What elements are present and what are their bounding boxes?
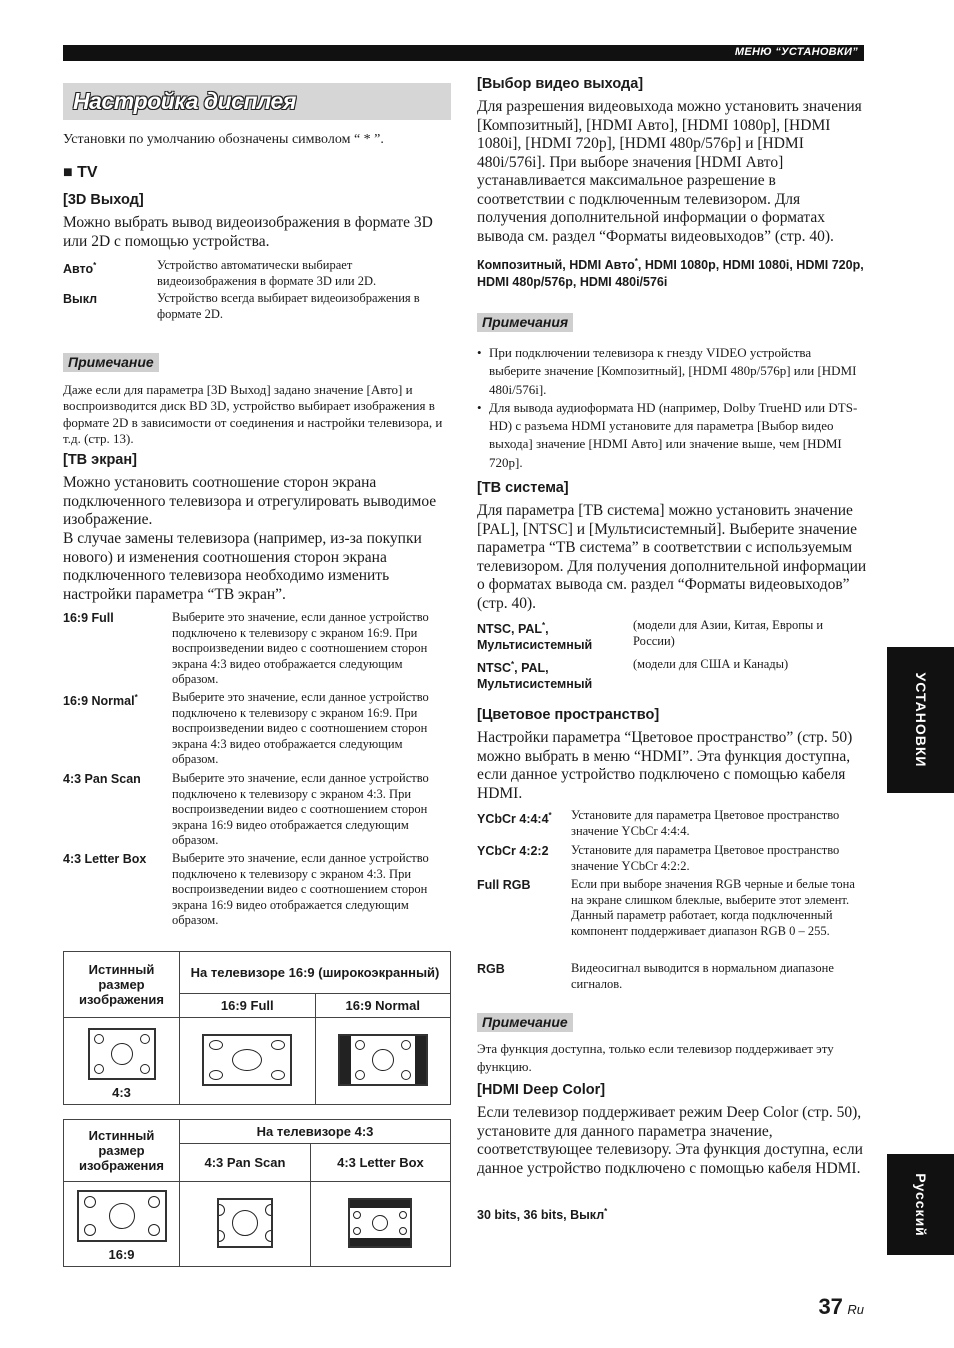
- note-label-box: [477, 1014, 573, 1032]
- table-subheader: 16:9 Full: [180, 994, 316, 1018]
- tv-heading: [63, 164, 98, 182]
- note-label: Примечание: [477, 1013, 573, 1032]
- heading-tv-system: [ТВ система]: [477, 480, 569, 496]
- tv-169-table: [63, 951, 451, 1105]
- option-desc: Устройство автоматически выбирает видеоизображения в формате 3D или 2D.: [157, 258, 377, 288]
- list-item: • При подключении телевизора к гнезду VIDEO устройства выберите значение [Композитный], [HDMI 480p/576p] или [HDMI 480i/576i].: [477, 344, 865, 399]
- text-tv-screen-1: Можно установить соотношение сторон экрана подключенного телевизора и отрегулировать выводимое изображение.: [63, 474, 437, 528]
- source-label: 4:3: [112, 1085, 131, 1100]
- list-item: • Для вывода аудиоформата HD (например, Dolby TrueHD или DTS-HD) с разъема HDMI установите для параметра [Выбор видео выхода] значение [HDMI Авто] или значение выше, чем [HDMI 720p].: [477, 399, 865, 472]
- table-subheader: 4:3 Letter Box: [310, 1144, 450, 1182]
- option-term: YCbCr 4:4:4*: [477, 811, 552, 827]
- source-cell: [64, 1182, 180, 1267]
- tv-heading-label: TV: [77, 164, 98, 181]
- tv-43-letterbox-image: [348, 1198, 412, 1248]
- table-subheader: 16:9 Normal: [315, 994, 451, 1018]
- option-desc: Устройство всегда выбирает видеоизображения в формате 2D.: [157, 291, 420, 321]
- note-label-box: [477, 314, 573, 332]
- heading-3d-output: [3D Выход]: [63, 192, 144, 208]
- intro-text: Установки по умолчанию обозначены символом “ * ”.: [63, 132, 384, 147]
- page-number-value: 37: [818, 1294, 843, 1319]
- tv-43-panscan-image: [217, 1198, 273, 1248]
- option-desc: Видеосигнал выводится в нормальном диапазоне сигналов.: [571, 961, 834, 991]
- option-desc: Выберите это значение, если данное устройство подключено к телевизору с экраном 16:9. При воспроизведении видео с соотношением сторон экрана 4:3 видео отображается следующим образом.: [172, 690, 429, 766]
- tv-169-normal-image: [338, 1034, 428, 1086]
- note-label: Примечания: [477, 313, 573, 332]
- option-term: 4:3 Pan Scan: [63, 772, 141, 786]
- section-header-text: МЕНЮ “УСТАНОВКИ”: [734, 46, 858, 58]
- result-cell: [180, 1018, 316, 1105]
- option-term: NTSC*, PAL, Мультисистемный: [477, 660, 593, 692]
- table-header-group: На телевизоре 16:9 (широкоэкранный): [180, 952, 451, 994]
- tv-43-source-image: [88, 1028, 156, 1080]
- heading-color-space: [Цветовое пространство]: [477, 707, 660, 723]
- side-tab-language-label: Русский: [912, 1172, 929, 1237]
- option-term: 16:9 Normal*: [63, 693, 138, 709]
- text-tv-screen-2: В случае замены телевизора (например, из-за покупки нового) и изменения соотношения сторон экрана подключенного телевизора необходимо изменить настройки параметра “ТВ экран”.: [63, 530, 422, 603]
- option-desc: Установите для параметра Цветовое пространство значение YCbCr 4:2:2.: [571, 843, 840, 873]
- video-output-notes: [477, 344, 865, 472]
- text-3d-output: Можно выбрать вывод видеоизображения в формате 3D или 2D с помощью устройства.: [63, 214, 433, 250]
- option-desc: Выберите это значение, если данное устройство подключено к телевизору с экраном 4:3. При воспроизведении видео с соотношением сторон экрана 16:9 видео отображается следующим образом.: [172, 851, 429, 927]
- option-term: Выкл: [63, 292, 98, 306]
- table-header-source: Истинный размер изображения: [64, 952, 180, 1018]
- note-label-box: [63, 354, 159, 372]
- section-header-bar: [63, 45, 864, 61]
- source-cell: [64, 1018, 180, 1105]
- table-subheader: 4:3 Pan Scan: [180, 1144, 311, 1182]
- page-title-box: [63, 83, 451, 120]
- option-term: NTSC, PAL*, Мультисистемный: [477, 621, 593, 653]
- tv-43-table: [63, 1119, 451, 1267]
- option-term: RGB: [477, 962, 505, 976]
- square-bullet-icon: ■: [63, 164, 73, 181]
- table-header-group: На телевизоре 4:3: [180, 1120, 451, 1144]
- option-term: Авто*: [63, 261, 97, 277]
- page-number: [818, 1294, 864, 1320]
- option-term: 4:3 Letter Box: [63, 852, 147, 866]
- table-header-source: Истинный размер изображения: [64, 1120, 180, 1182]
- option-desc: (модели для Азии, Китая, Европы и России): [633, 618, 824, 648]
- tv-169-source-image: [77, 1190, 167, 1242]
- text-tv-system: Для параметра [ТВ система] можно установить значение [PAL], [NTSC] и [Мультисистемный]. Выберите значение параметра “ТВ система” в соответствии с используемым телевизором. Для получения дополнительной информации о форматах вывода см. раздел “Форматы видеовыходов” (стр. 40).: [477, 502, 867, 612]
- note-label: Примечание: [63, 353, 159, 372]
- result-cell: [310, 1182, 450, 1267]
- note-3d: Даже если для параметра [3D Выход] задано значение [Авто] и воспроизводится диск BD 3D, устройство выбирает изображения в формате 2D в зависимости от соединения и настройки телевизора, и т.д. (стр. 13).: [63, 382, 443, 446]
- option-term: YCbCr 4:2:2: [477, 844, 549, 858]
- option-desc: Выберите это значение, если данное устройство подключено к телевизору с экраном 16:9. При воспроизведении видео с соотношением сторон экрана 4:3 видео отображается следующим образом.: [172, 610, 429, 686]
- source-label: 16:9: [108, 1247, 135, 1262]
- deep-color-options: 30 bits, 36 bits, Выкл*: [477, 1207, 608, 1223]
- option-term: 16:9 Full: [63, 611, 114, 625]
- option-desc: (модели для США и Канады): [633, 657, 789, 671]
- text-color-space: Настройки параметра “Цветовое пространство” (стр. 50) можно выбрать в меню “HDMI”. Эта функция доступна, если данное устройство подключено с помощью кабеля HDMI.: [477, 729, 853, 802]
- side-tab-setup: [887, 647, 954, 793]
- result-cell: [315, 1018, 451, 1105]
- side-tab-language: [887, 1154, 954, 1255]
- video-output-options: Композитный, HDMI Авто*, HDMI 1080p, HDMI 1080i, HDMI 720p, HDMI 480p/576p, HDMI 480i/576i: [477, 257, 864, 290]
- text-deep-color: Если телевизор поддерживает режим Deep Color (стр. 50), установите для данного параметра значение, соответствующее телевизору. Эта функция доступна, если данное устройство подключено с помощью кабеля HDMI.: [477, 1104, 863, 1177]
- page-language: Ru: [847, 1302, 864, 1317]
- heading-video-output: [Выбор видео выхода]: [477, 76, 644, 92]
- tv-169-full-image: [202, 1034, 292, 1086]
- page-title: Настройка дисплея: [73, 88, 296, 114]
- note-color-space: Эта функция доступна, только если телевизор поддерживает эту функцию.: [477, 1041, 834, 1074]
- option-desc: Установите для параметра Цветовое пространство значение YCbCr 4:4:4.: [571, 808, 840, 838]
- heading-deep-color: [HDMI Deep Color]: [477, 1082, 606, 1098]
- option-desc: Если при выборе значения RGB черные и белые тона на экране слишком блеклые, выберите этот элемент. Данный параметр работает, когда подключенный компонент поддерживает диапазон RGB 0 – 255.: [571, 877, 855, 938]
- text-video-output: Для разрешения видеовыхода можно установить значения [Композитный], [HDMI Авто], [HDMI 1080p], [HDMI 1080i], [HDMI 720p], [HDMI 480p/576p] и [HDMI 480i/576i]. При выборе значения [HDMI Авто] устанавливается максимальное разрешение в соответствии с подключенным телевизором. Для получения дополнительной информации о форматах вывода см. раздел “Форматы видеовыходов” (стр. 40).: [477, 98, 862, 245]
- option-term: Full RGB: [477, 878, 531, 892]
- result-cell: [180, 1182, 311, 1267]
- side-tab-setup-label: УСТАНОВКИ: [912, 672, 929, 768]
- option-desc: Выберите это значение, если данное устройство подключено к телевизору с экраном 4:3. При воспроизведении видео с соотношением сторон экрана 16:9 видео отображается следующим образом.: [172, 771, 429, 847]
- heading-tv-screen: [ТВ экран]: [63, 452, 137, 468]
